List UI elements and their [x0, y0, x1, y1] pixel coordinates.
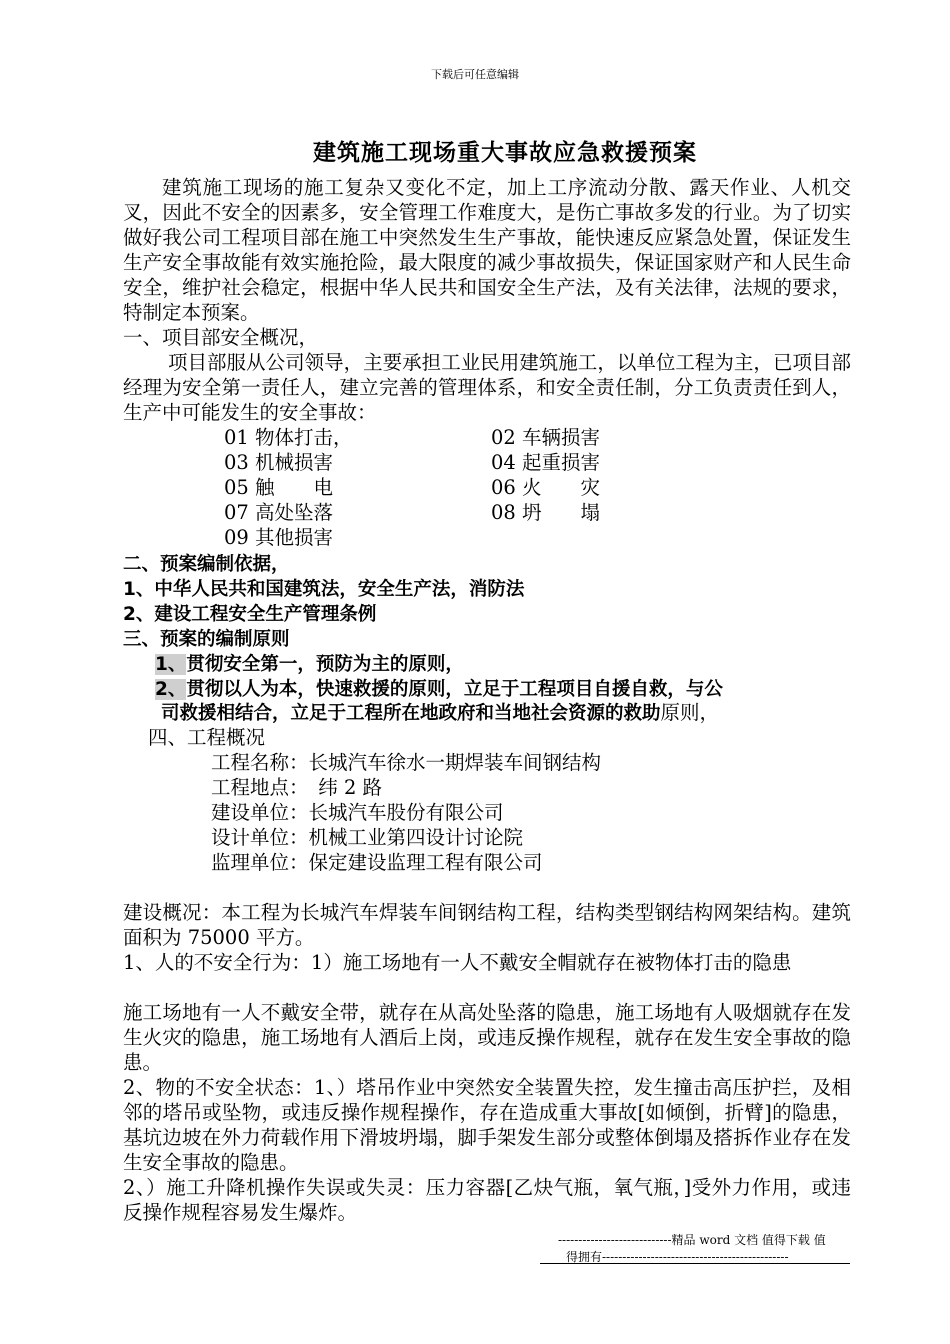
- intro-paragraph: 建筑施工现场的施工复杂又变化不定，加上工序流动分散、露天作业、人机交叉，因此不安全的因素多，安全管理工作难度大，是伤亡事故多发的行业。为了切实做好我公司工程项目部在施工中突然发生生产事故，能快速反应紧急处置，保证发生生产安全事故能有效实施抢险，最大限度的减少事故损失，保证国家财产和人民生命安全，维护社会稳定，根据中华人民共和国安全生产法，及有关法律，法规的要求，特制定本预案。: [123, 176, 851, 324]
- footer-text: 得拥有----------------------------------------------: [566, 1250, 789, 1264]
- principle-text: 司救援相结合，立足于工程所在地政府和当地社会资源的救助: [161, 703, 661, 724]
- hazard-item: 02 车辆损害: [491, 426, 601, 449]
- hazard-item: 07 高处坠落: [224, 501, 334, 524]
- hazard-item: 06 火 灾: [491, 476, 601, 499]
- hazard-item: 09 其他损害: [224, 526, 334, 549]
- hazard-item: 03 机械损害: [224, 451, 334, 474]
- project-info-line: 工程名称：长城汽车徐水一期焊装车间钢结构: [211, 751, 602, 774]
- unsafe-state-paragraph: 2、物的不安全状态：1、）塔吊作业中突然安全装置失控，发生撞击高压护拦，及相邻的塔吊或坠物，或违反操作规程操作，存在造成重大事故[如倾倒，折臂]的隐患，基坑边坡在外力荷载作用下滑坡坍塌，脚手架发生部分或整体倒塌及搭拆作业存在发生安全事故的隐患。: [123, 1076, 851, 1174]
- overview-paragraph: 建设概况：本工程为长城汽车焊装车间钢结构工程，结构类型钢结构网架结构。建筑面积为 75000 平方。: [123, 901, 851, 949]
- principle-1: [155, 650, 464, 676]
- principle-tail: 原则，: [660, 701, 720, 724]
- project-info-line: 监理单位：保定建设监理工程有限公司: [211, 851, 543, 874]
- section1-paragraph: 项目部服从公司领导，主要承担工业民用建筑施工，以单位工程为主，已项目部经理为安全第一责任人，建立完善的管理体系，和安全责任制，分工负责责任到人，生产中可能发生的安全事故：: [123, 351, 851, 424]
- section2-heading: 二、预案编制依据，: [123, 554, 290, 575]
- principle-2: [155, 675, 723, 701]
- principle-number: 1、: [155, 654, 187, 675]
- document-title: 建筑施工现场重大事故应急救援预案: [313, 139, 697, 166]
- unsafe-act-paragraph: 1、人的不安全行为：1）施工场地有一人不戴安全帽就存在被物体打击的隐患: [123, 951, 792, 974]
- principle-2-continued: [161, 700, 719, 726]
- unsafe-act-paragraph: 施工场地有一人不戴安全带，就存在从高处坠落的隐患，施工场地有人吸烟就存在发生火灾的隐患，施工场地有人酒后上岗，或违反操作规程，就存在发生安全事故的隐患。: [123, 1001, 851, 1074]
- basis-item: 2、建设工程安全生产管理条例: [123, 604, 377, 625]
- section1-heading: 一、项目部安全概况，: [123, 326, 319, 349]
- principle-text: 贯彻安全第一，预防为主的原则，: [186, 654, 464, 675]
- basis-item: 1、中华人民共和国建筑法，安全生产法，消防法: [123, 579, 525, 600]
- project-info-line: 设计单位：机械工业第四设计讨论院: [211, 826, 524, 849]
- principle-text: 贯彻以人为本，快速救援的原则，立足于工程项目自援自救，与公: [186, 679, 723, 700]
- section3-heading: 三、预案的编制原则: [123, 629, 290, 650]
- hazard-item: 05 触 电: [224, 476, 334, 499]
- hazard-item: 01 物体打击，: [224, 426, 353, 449]
- project-info-line: 建设单位：长城汽车股份有限公司: [211, 801, 504, 824]
- project-info-line: 工程地点： 纬 2 路: [211, 776, 383, 799]
- hazard-item: 08 坍 塌: [491, 501, 601, 524]
- principle-number: 2、: [155, 679, 187, 700]
- page-header: 下载后可任意编辑: [431, 68, 519, 81]
- hazard-item: 04 起重损害: [491, 451, 601, 474]
- unsafe-state-paragraph: 2、）施工升降机操作失误或失灵：压力容器[乙炔气瓶，氧气瓶，]受外力作用，或违反操作规程容易发生爆炸。: [123, 1176, 851, 1224]
- footer-text: ----------------------------精品 word 文档 值得下载 值: [558, 1233, 826, 1247]
- footer-rule: [540, 1263, 850, 1264]
- section4-heading: 四、工程概况: [148, 726, 266, 749]
